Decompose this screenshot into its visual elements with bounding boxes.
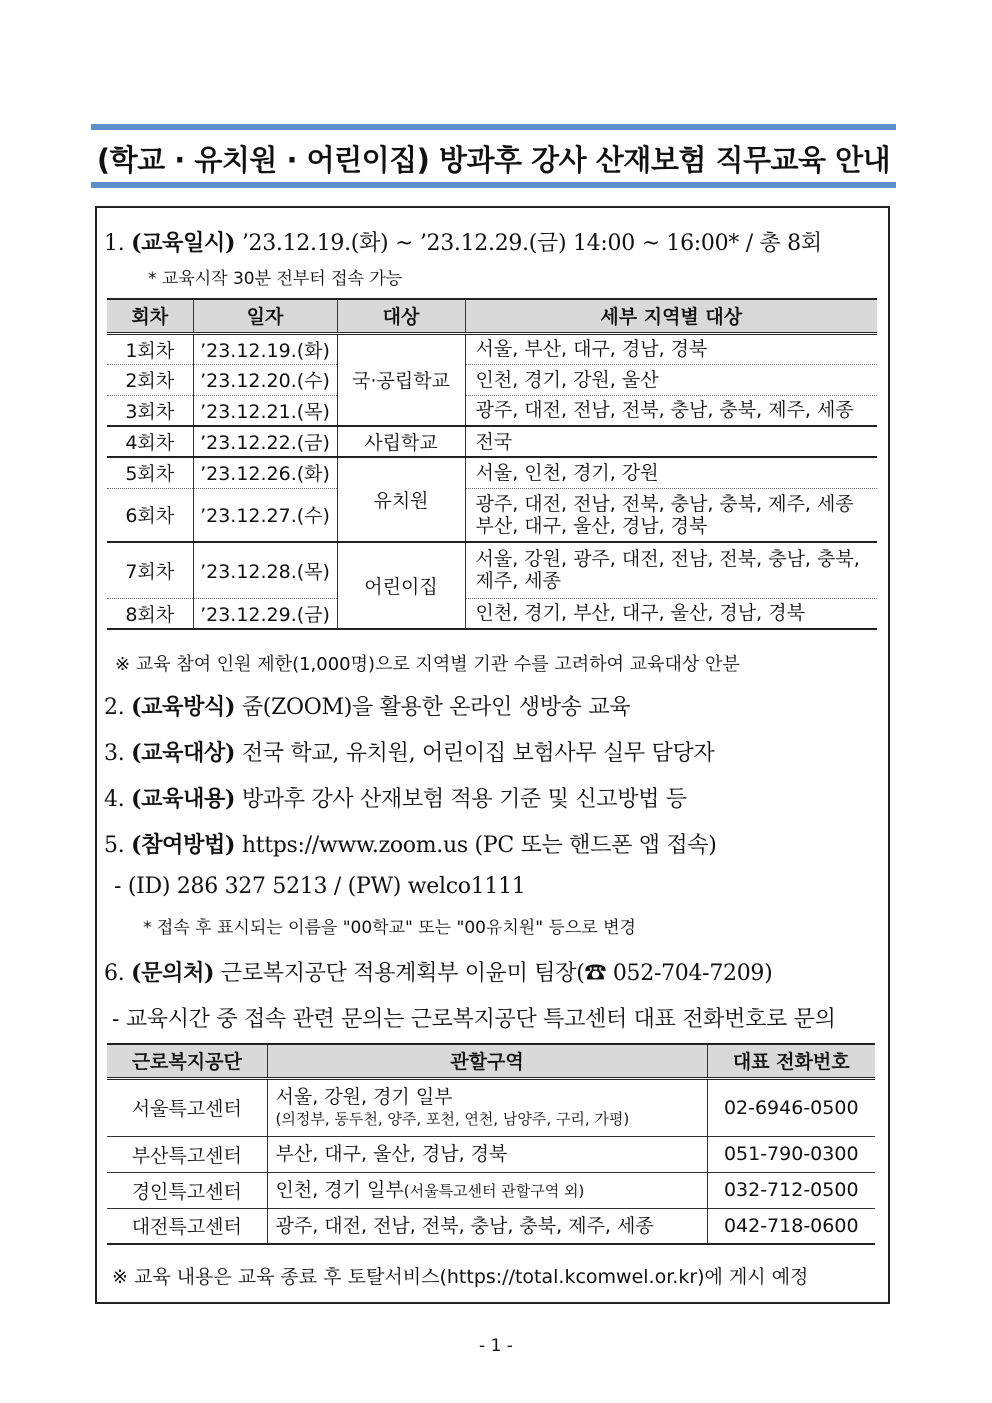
date-cell: ’23.12.19.(화) xyxy=(193,333,337,364)
center-cell: 부산특고센터 xyxy=(107,1136,267,1172)
section-text: 방과후 강사 산재보험 적용 기준 및 신고방법 등 xyxy=(241,787,687,812)
regions-line: 광주, 대전, 전남, 전북, 충남, 충북, 제주, 세종 xyxy=(475,492,854,515)
table-row xyxy=(107,1172,875,1208)
page-title: (학교 · 유치원 · 어린이집) 방과후 강사 산재보험 직무교육 안내 xyxy=(96,143,891,177)
area-main: 인천, 경기 일부 xyxy=(275,1178,404,1201)
round-cell: 5회차 xyxy=(107,457,193,488)
center-cell: 대전특고센터 xyxy=(107,1208,267,1244)
center-cell: 서울특고센터 xyxy=(107,1078,267,1136)
table-row xyxy=(107,426,877,457)
section-number: 1. xyxy=(104,231,125,256)
section-number: 4. xyxy=(104,787,125,812)
title-banner xyxy=(91,124,896,190)
contact-header-row xyxy=(107,1044,875,1078)
header-phone: 대표 전화번호 xyxy=(707,1044,875,1078)
schedule-table xyxy=(107,298,877,630)
area-cell: 부산, 대구, 울산, 경남, 경북 xyxy=(267,1136,707,1172)
area-detail: (의정부, 동두천, 양주, 포천, 연천, 남양주, 구리, 가평) xyxy=(275,1109,630,1128)
table-row xyxy=(107,1136,875,1172)
section-3 xyxy=(104,736,714,767)
header-round: 회차 xyxy=(107,299,193,333)
table-row xyxy=(107,1208,875,1244)
header-area: 관할구역 xyxy=(267,1044,707,1078)
section-label: (참여방법) xyxy=(131,832,236,858)
target-cell: 사립학교 xyxy=(337,426,465,457)
table-row xyxy=(107,364,877,395)
regions-line: 서울, 강원, 광주, 대전, 전남, 전북, 충남, 충북, xyxy=(475,548,860,571)
area-cell xyxy=(267,1078,707,1136)
regions-cell: 서울, 부산, 대구, 경남, 경북 xyxy=(465,333,877,364)
phone-cell: 051-790-0300 xyxy=(707,1136,875,1172)
date-cell: ’23.12.22.(금) xyxy=(193,426,337,457)
section-text: 근로복지공단 적용계획부 이윤미 팀장(☎ 052-704-7209) xyxy=(220,961,773,986)
title-top-rule xyxy=(91,124,896,130)
date-cell: ’23.12.28.(목) xyxy=(193,542,337,598)
table-row xyxy=(107,1078,875,1136)
date-cell: ’23.12.21.(목) xyxy=(193,395,337,426)
title-bottom-rule xyxy=(91,182,896,188)
section-1-note: * 교육시작 30분 전부터 접속 가능 xyxy=(148,269,403,289)
section-label: (문의처) xyxy=(131,960,215,986)
schedule-note: ※ 교육 참여 인원 제한(1,000명)으로 지역별 기관 수를 고려하여 교육대상 안분 xyxy=(115,654,740,675)
section-1 xyxy=(104,226,822,257)
section-number: 3. xyxy=(104,741,125,766)
header-target: 대상 xyxy=(337,299,465,333)
table-row xyxy=(107,542,877,598)
regions-cell xyxy=(465,488,877,542)
section-4 xyxy=(104,782,687,813)
zoom-link: https://www.zoom.us (PC 또는 핸드폰 앱 접속) xyxy=(241,833,717,858)
schedule-header-row xyxy=(107,299,877,333)
contact-instruction: - 교육시간 중 접속 관련 문의는 근로복지공단 특고센터 대표 전화번호로 문의 xyxy=(112,1007,836,1032)
table-row xyxy=(107,333,877,364)
section-number: 5. xyxy=(104,833,125,858)
round-cell: 7회차 xyxy=(107,542,193,598)
header-date: 일자 xyxy=(193,299,337,333)
center-cell: 경인특고센터 xyxy=(107,1172,267,1208)
date-cell: ’23.12.29.(금) xyxy=(193,598,337,629)
footer-note: ※ 교육 내용은 교육 종료 후 토탈서비스(https://total.kcomwel.or.kr)에 게시 예정 xyxy=(112,1266,809,1288)
regions-line: 제주, 세종 xyxy=(475,570,561,593)
area-cell xyxy=(267,1172,707,1208)
date-cell: ’23.12.20.(수) xyxy=(193,364,337,395)
area-cell: 광주, 대전, 전남, 전북, 충남, 충북, 제주, 세종 xyxy=(267,1208,707,1244)
regions-cell: 서울, 인천, 경기, 강원 xyxy=(465,457,877,488)
regions-cell: 광주, 대전, 전남, 전북, 충남, 충북, 제주, 세종 xyxy=(465,395,877,426)
target-cell: 국·공립학교 xyxy=(337,333,465,426)
regions-cell xyxy=(465,542,877,598)
round-cell: 8회차 xyxy=(107,598,193,629)
date-cell: ’23.12.26.(화) xyxy=(193,457,337,488)
section-number: 2. xyxy=(104,695,125,720)
round-cell: 4회차 xyxy=(107,426,193,457)
section-2 xyxy=(104,690,630,721)
section-number: 6. xyxy=(104,961,125,986)
section-text: 줌(ZOOM)을 활용한 온라인 생방송 교육 xyxy=(241,695,631,720)
area-detail: (서울특고센터 관할구역 외) xyxy=(403,1181,585,1200)
contact-table xyxy=(107,1043,875,1245)
regions-cell: 전국 xyxy=(465,426,877,457)
table-row xyxy=(107,488,877,542)
target-cell: 어린이집 xyxy=(337,542,465,629)
round-cell: 1회차 xyxy=(107,333,193,364)
section-label: (교육대상) xyxy=(131,740,236,766)
zoom-credentials: - (ID) 286 327 5213 / (PW) welco1111 xyxy=(114,874,526,899)
header-regions: 세부 지역별 대상 xyxy=(465,299,877,333)
section-6 xyxy=(104,956,772,987)
section-label: (교육내용) xyxy=(131,786,236,812)
regions-line: 부산, 대구, 울산, 경남, 경북 xyxy=(475,514,708,537)
section-text: ’23.12.19.(화) ~ ’23.12.29.(금) 14:00 ~ 16:00* / 총 8회 xyxy=(241,231,822,256)
page-number: - 1 - xyxy=(479,1336,513,1356)
target-cell: 유치원 xyxy=(337,457,465,542)
table-row xyxy=(107,598,877,629)
phone-cell: 042-718-0600 xyxy=(707,1208,875,1244)
date-cell: ’23.12.27.(수) xyxy=(193,488,337,542)
phone-cell: 02-6946-0500 xyxy=(707,1078,875,1136)
round-cell: 6회차 xyxy=(107,488,193,542)
zoom-name-note: * 접속 후 표시되는 이름을 "00학교" 또는 "00유치원" 등으로 변경 xyxy=(143,918,636,938)
area-main: 서울, 강원, 경기 일부 xyxy=(275,1085,453,1108)
regions-cell: 인천, 경기, 부산, 대구, 울산, 경남, 경북 xyxy=(465,598,877,629)
section-label: (교육방식) xyxy=(131,694,236,720)
table-row xyxy=(107,457,877,488)
round-cell: 2회차 xyxy=(107,364,193,395)
section-text: 전국 학교, 유치원, 어린이집 보험사무 실무 담당자 xyxy=(241,741,715,766)
regions-cell: 인천, 경기, 강원, 울산 xyxy=(465,364,877,395)
section-5 xyxy=(104,828,717,859)
round-cell: 3회차 xyxy=(107,395,193,426)
section-label: (교육일시) xyxy=(131,230,236,256)
phone-cell: 032-712-0500 xyxy=(707,1172,875,1208)
table-row xyxy=(107,395,877,426)
header-center: 근로복지공단 xyxy=(107,1044,267,1078)
